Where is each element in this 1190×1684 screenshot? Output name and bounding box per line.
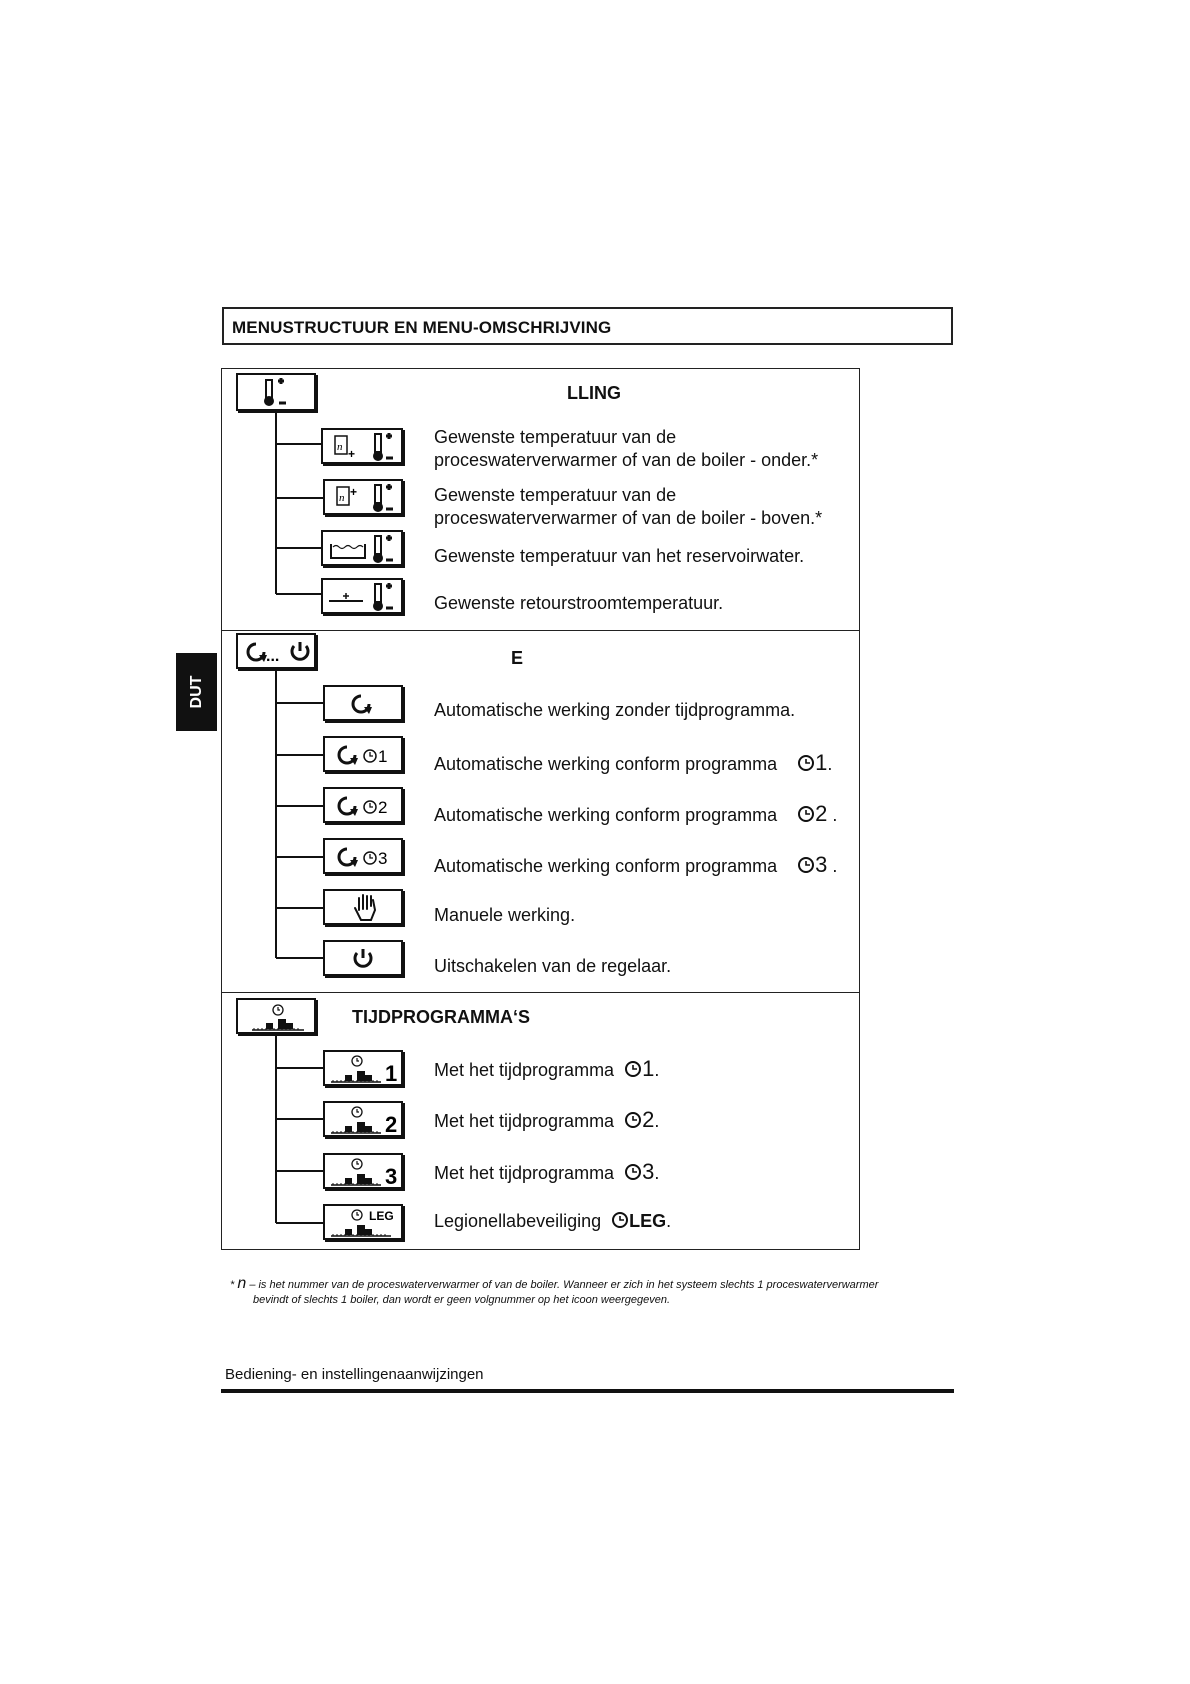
boiler-lower-temp-icon[interactable] (321, 428, 403, 464)
item-return-flow: Gewenste retourstroomtemperatuur. (434, 593, 724, 613)
section-title-temperature: LLING (567, 383, 621, 403)
program-number: 3 (378, 849, 388, 868)
item-auto-program-3: Automatische werking conform programma 3 . (434, 852, 838, 877)
section-title-mode: E (511, 648, 524, 668)
legionella-program-icon[interactable] (323, 1204, 403, 1240)
leg-label: LEG (369, 1209, 394, 1223)
clock-icon (797, 805, 815, 823)
page-header: MENUSTRUCTUUR EN MENU-OMSCHRIJVING (222, 307, 953, 345)
clock-icon (624, 1060, 642, 1078)
clock-icon (624, 1163, 642, 1181)
return-flow-temp-icon[interactable] (321, 578, 403, 614)
clock-icon (611, 1211, 629, 1229)
item-boiler-lower: Gewenste temperatuur van de proceswaterverwarmer of van de boiler - onder.* (434, 427, 819, 470)
time-program-1-icon[interactable] (323, 1050, 403, 1086)
n-label: n (339, 492, 345, 504)
program-number: 2 (385, 1112, 398, 1137)
reservoir-temp-icon[interactable] (321, 530, 403, 566)
program-number: 2 (378, 798, 388, 817)
clock-icon (624, 1111, 642, 1129)
auto-mode-icon[interactable] (323, 685, 403, 721)
item-time-program-3: Met het tijdprogramma 3. (434, 1159, 660, 1184)
item-auto-program-2: Automatische werking conform programma 2 . (434, 801, 838, 826)
boiler-upper-temp-icon[interactable] (323, 479, 403, 515)
program-number: 1 (378, 747, 388, 766)
plus-sign: + (350, 485, 358, 499)
clock-icon (797, 754, 815, 772)
plus-sign: + (348, 447, 356, 461)
manual-mode-icon[interactable] (323, 889, 403, 925)
language-tab: DUT (176, 653, 217, 731)
auto-program-3-icon[interactable] (323, 838, 403, 874)
item-manual: Manuele werking. (434, 905, 576, 925)
auto-program-2-icon[interactable] (323, 787, 403, 823)
item-reservoir: Gewenste temperatuur van het reservoirwater. (434, 546, 805, 566)
n-label: n (337, 441, 343, 453)
item-boiler-upper: Gewenste temperatuur van de proceswaterverwarmer of van de boiler - boven.* (434, 485, 823, 528)
power-off-icon[interactable] (323, 940, 403, 976)
auto-program-1-icon[interactable] (323, 736, 403, 772)
item-auto-no-program: Automatische werking zonder tijdprogramma. (434, 700, 796, 720)
program-number: 3 (385, 1164, 398, 1189)
item-legionella: Legionellabeveiliging LEG. (434, 1211, 672, 1231)
footnote: * n – is het nummer van de proceswaterverwarmer of van de boiler. Wanneer er zich in het systeem slechts 1 proceswaterverwarmer bevindt of slechts 1 boiler, dan wordt er geen volgnummer op het icoon weergegeven. (230, 1275, 879, 1306)
ellipsis-label: ... (266, 648, 280, 665)
item-auto-program-1: Automatische werking conform programma 1. (434, 750, 833, 775)
clock-icon (797, 856, 815, 874)
section-title-time-programs: TIJDPROGRAMMA‘S (352, 1007, 531, 1027)
time-program-2-icon[interactable] (323, 1101, 403, 1137)
document-footer-title: Bediening- en instellingenaanwijzingen (225, 1366, 484, 1383)
item-power-off: Uitschakelen van de regelaar. (434, 956, 672, 976)
time-program-3-icon[interactable] (323, 1153, 403, 1189)
operating-mode-menu-icon[interactable] (236, 633, 316, 669)
hand-icon (325, 891, 405, 927)
footer-rule (221, 1389, 954, 1393)
item-time-program-1: Met het tijdprogramma 1. (434, 1056, 660, 1081)
time-program-menu-icon[interactable] (236, 998, 316, 1034)
temperature-menu-icon[interactable] (236, 373, 316, 411)
program-number: 1 (385, 1061, 398, 1086)
item-time-program-2: Met het tijdprogramma 2. (434, 1107, 660, 1132)
